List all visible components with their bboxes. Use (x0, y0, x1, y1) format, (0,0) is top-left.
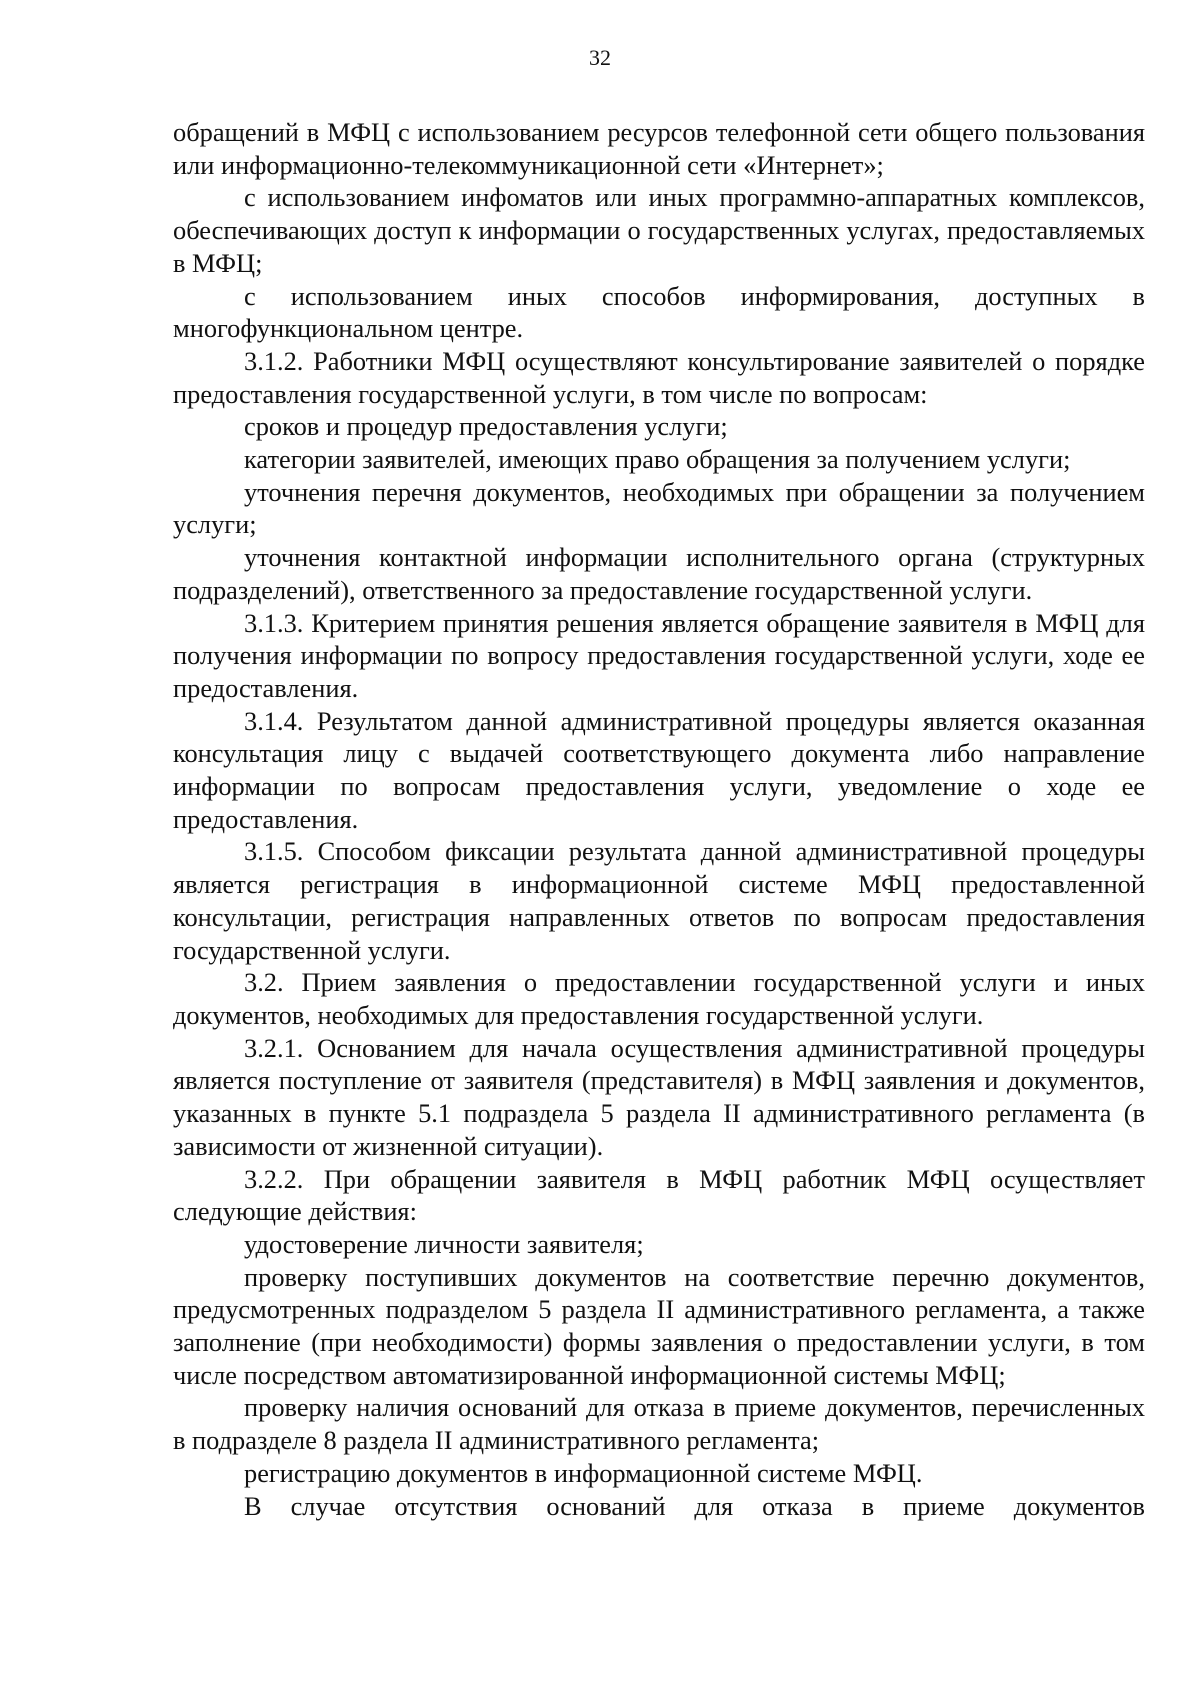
paragraph: 3.1.3. Критерием принятия решения является обращение заявителя в МФЦ для получения информации по вопросу предоставления государственной услуги, ходе ее предоставления. (173, 607, 1145, 703)
paragraph: 3.1.5. Способом фиксации результата данной административной процедуры является регистрация в информационной системе МФЦ предоставленной консультации, регистрация направленных ответов по вопросам предоставления государственной услуги. (173, 836, 1145, 965)
paragraph: 3.1.2. Работники МФЦ осуществляют консультирование заявителей о порядке предоставления государственной услуги, в том числе по вопросам: (173, 345, 1145, 409)
paragraph: сроков и процедур предоставления услуги; (244, 411, 728, 442)
paragraph: проверку поступивших документов на соответствие перечню документов, предусмотренных подразделом 5 раздела II административного регламента, а также заполнение (при необходимости) формы заявления о предоставлении услуги, в том числе посредством автоматизированной информационной системы МФЦ; (173, 1261, 1145, 1390)
paragraph: регистрацию документов в информационной системе МФЦ. (244, 1457, 923, 1488)
paragraph: 3.2.2. При обращении заявителя в МФЦ работник МФЦ осуществляет следующие действия: (173, 1163, 1145, 1227)
paragraph: 3.2. Прием заявления о предоставлении государственной услуги и иных документов, необходимых для предоставления государственной услуги. (173, 967, 1145, 1030)
paragraph: уточнения контактной информации исполнительного органа (структурных подразделений), ответственного за предоставление государственной услуги. (173, 542, 1145, 605)
paragraph: с использованием иных способов информирования, доступных в многофункциональном центре. (173, 280, 1145, 344)
paragraph: проверку наличия оснований для отказа в приеме документов, перечисленных в подразделе 8 раздела II административного регламента; (173, 1392, 1145, 1456)
paragraph: категории заявителей, имеющих право обращения за получением услуги; (244, 444, 1071, 475)
paragraph: 3.1.4. Результатом данной административной процедуры является оказанная консультация лицу с выдачей соответствующего документа либо направление информации по вопросам предоставления услуги, уведомление о ходе ее предоставления. (173, 705, 1145, 834)
page-number: 32 (589, 45, 611, 70)
paragraph: уточнения перечня документов, необходимых при обращении за получением услуги; (173, 476, 1145, 540)
paragraph: с использованием инфоматов или иных программно-аппаратных комплексов, обеспечивающих доступ к информации о государственных услугах, предоставляемых в МФЦ; (173, 182, 1145, 278)
document-body (173, 116, 1145, 1522)
paragraph: 3.2.1. Основанием для начала осуществления административной процедуры является поступление от заявителя (представителя) в МФЦ заявления и документов, указанных в пункте 5.1 подраздела 5 раздела II административного регламента (в зависимости от жизненной ситуации). (173, 1032, 1145, 1161)
paragraph: обращений в МФЦ с использованием ресурсов телефонной сети общего пользования или информационно-телекоммуникационной сети «Интернет»; (173, 117, 1145, 180)
paragraph: В случае отсутствия оснований для отказа в приеме документов (244, 1490, 1145, 1521)
paragraph: удостоверение личности заявителя; (244, 1228, 644, 1259)
